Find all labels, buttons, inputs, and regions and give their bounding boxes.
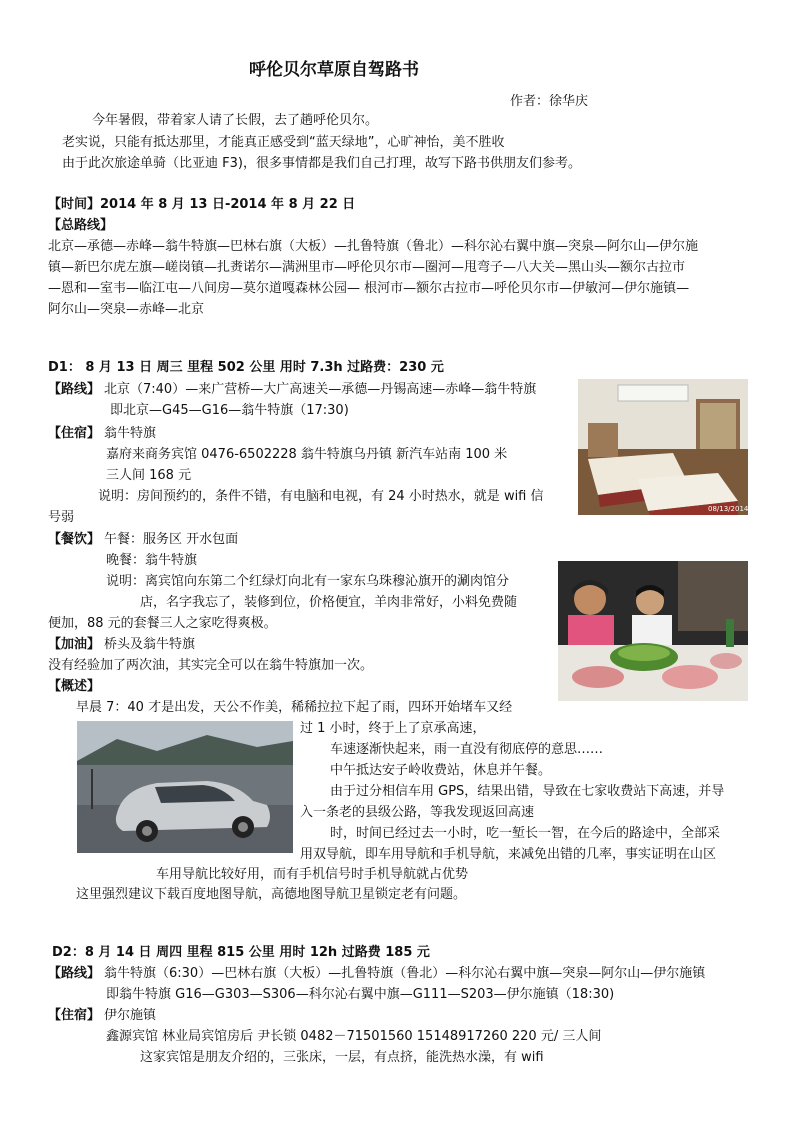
overview-line-2: 过 1 小时，终于上了京承高速， [300,721,486,736]
overview-line-6: 入一条老的县级公路，等我发现返回高速 [300,805,535,820]
d1-food-note-1: 说明：离宾馆向东第二个红绿灯向北有一家东乌珠穆沁旗开的涮肉馆分 [106,574,510,589]
overview-line-5: 由于过分相信车用 GPS，结果出错，导致在七家收费站下高速，并导 [330,784,725,799]
d1-dinner: 晚餐：翁牛特旗 [106,553,198,568]
page-title: 呼伦贝尔草原自驾路书 [249,60,419,80]
overview-line-3: 车速逐渐快起来，雨一直没有彻底停的意思…… [330,742,604,757]
time-line: 【时间】2014 年 8 月 13 日-2014 年 8 月 22 日 [48,197,356,212]
hotpot-dinner-photo [558,561,748,701]
d2-route-label: 【路线】 [48,966,101,981]
overview-line-7: 时，时间已经过去一小时，吃一堑长一智，在今后的路途中，全部采 [330,826,721,841]
d1-fuel-note: 没有经验加了两次油，其实完全可以在翁牛特旗加一次。 [48,658,374,673]
overview-line-10: 这里强烈建议下载百度地图导航，高德地图导航卫星锁定老有问题。 [76,887,467,902]
d1-fuel-place: 桥头及翁牛特旗 [104,637,196,652]
d1-route-2: 即北京—G45—G16—翁牛特旗（17:30) [110,403,349,418]
d1-fuel-label: 【加油】 [48,637,101,652]
d1-route-label: 【路线】 [48,382,101,397]
d1-food-note-3: 便加，88 元的套餐三人之家吃得爽极。 [48,616,277,631]
d1-food-note-2: 店，名字我忘了，装修到位，价格便宜，羊肉非常好，小料免费随 [140,595,518,610]
car-photo [77,721,293,853]
route-line-3: —恩和—室韦—临江屯—八间房—莫尔道嘎森林公园— 根河市—额尔古拉市—呼伦贝尔市—伊敏河—伊尔施镇— [48,281,690,296]
route-line-2: 镇—新巴尔虎左旗—嵯岗镇—扎赉诺尔—满洲里市—呼伦贝尔市—圈河—甩弯子—八大关—黑山头—额尔古拉市 [48,260,686,275]
d1-stay-hotel: 嘉府来商务宾馆 0476-6502228 翁牛特旗乌丹镇 新汽车站南 100 米 [106,447,508,462]
d2-stay-hotel: 鑫源宾馆 林业局宾馆房后 尹长锁 0482－71501560 15148917260 220 元/ 三人间 [106,1029,602,1044]
overview-line-4: 中午抵达安子岭收费站，休息并午餐。 [330,763,552,778]
d2-route-2: 即翁牛特旗 G16—G303—S306—科尔沁右翼中旗—G111—S203—伊尔施镇（18:30) [106,987,615,1002]
overview-line-9: 车用导航比较好用，而有手机信号时手机导航就占优势 [156,867,469,882]
d1-route-1: 北京（7:40）—来广营桥—大广高速关—承德—丹锡高速—赤峰—翁牛特旗 [104,382,537,397]
route-line-1: 北京—承德—赤峰—翁牛特旗—巴林右旗（大板）—扎鲁特旗（鲁北）—科尔沁右翼中旗—突泉—阿尔山—伊尔施 [48,239,699,254]
intro-line-2: 老实说，只能有抵达那里，才能真正感受到“蓝天绿地”，心旷神怡，美不胜收 [62,135,505,150]
d1-food-label: 【餐饮】 [48,532,101,547]
d1-stay-place: 翁牛特旗 [104,426,157,441]
d1-stay-room: 三人间 168 元 [106,468,192,483]
d1-stay-note-1: 说明：房间预约的，条件不错，有电脑和电视，有 24 小时热水，就是 wifi 信 [98,489,544,504]
d2-stay-note: 这家宾馆是朋友介绍的，三张床，一层，有点挤，能洗热水澡，有 wifi [140,1050,544,1065]
d2-stay-place: 伊尔施镇 [104,1008,157,1023]
d1-stay-label: 【住宿】 [48,426,101,441]
d2-route-1: 翁牛特旗（6:30）—巴林右旗（大板）—扎鲁特旗（鲁北）—科尔沁右翼中旗—突泉—阿尔山—伊尔施镇 [104,966,706,981]
route-line-4: 阿尔山—突泉—赤峰—北京 [48,302,205,317]
hotel-room-photo [578,379,748,515]
intro-line-1: 今年暑假，带着家人请了长假，去了趟呼伦贝尔。 [92,113,379,128]
d1-stay-note-2: 号弱 [48,510,75,525]
overview-line-1: 早晨 7：40 才是出发，天公不作美，稀稀拉拉下起了雨，四环开始堵车又经 [76,700,513,715]
author: 作者：徐华庆 [510,94,589,109]
d1-header: D1： 8 月 13 日 周三 里程 502 公里 用时 7.3h 过路费：230 元 [48,360,444,375]
d2-stay-label: 【住宿】 [48,1008,101,1023]
d1-overview-label: 【概述】 [48,679,101,694]
route-heading: 【总路线】 [48,218,114,233]
overview-line-8: 用双导航，即车用导航和手机导航，来减免出错的几率，事实证明在山区 [300,847,717,862]
d1-lunch: 午餐：服务区 开水包面 [104,532,239,547]
photo-stamp: 08/13/2014 [708,505,748,513]
intro-line-3: 由于此次旅途单骑（比亚迪 F3)，很多事情都是我们自己打理，故写下路书供朋友们参考。 [62,156,581,171]
d2-header: D2：8 月 14 日 周四 里程 815 公里 用时 12h 过路费 185 元 [52,945,430,960]
